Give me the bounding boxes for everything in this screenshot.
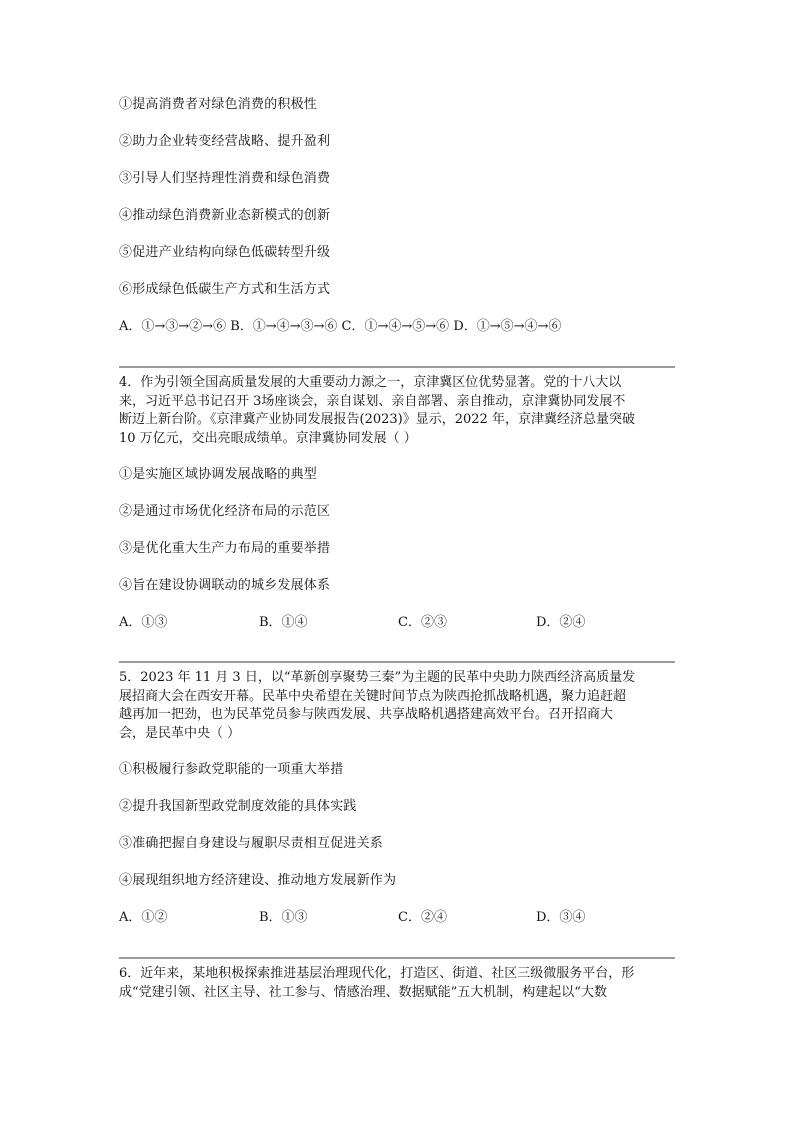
q4-options [119, 614, 675, 632]
q5-item-1: ①积极履行参政党职能的一项重大举措 [119, 762, 344, 777]
q4-item-4: ④旨在建设协调联动的城乡发展体系 [119, 578, 331, 593]
q4-stem-line-1: 4．作为引领全国高质量发展的大重要动力源之一，京津冀区位优势显著。党的十八大以 [119, 375, 622, 390]
q3-item-4: ④推动绿色消费新业态新模式的创新 [119, 208, 331, 223]
q4-stem-line-3: 断迈上新台阶。《京津冀产业协同发展报告(2023)》显示，2022 年，京津冀经济总量突破 [119, 412, 635, 427]
question-divider [119, 366, 675, 368]
q3-item-2: ②助力企业转变经营战略、提升盈利 [119, 134, 331, 149]
q5-option-a: A．①② [119, 910, 168, 925]
q4-stem-line-4: 10 万亿元，交出亮眼成绩单。京津冀协同发展（ ） [119, 430, 417, 446]
q5-option-d: D．③④ [536, 910, 586, 925]
q5-item-3: ③准确把握自身建设与履职尽责相互促进关系 [119, 836, 384, 851]
q5-options [119, 909, 675, 927]
q5-stem [119, 669, 675, 743]
q4-stem-line-2: 来，习近平总书记召开 3场座谈会，亲自谋划、亲自部署、亲自推动，京津冀协同发展不 [119, 393, 626, 409]
q5-option-b: B．①③ [259, 910, 308, 925]
question-divider [119, 957, 675, 959]
q4-item-2: ②是通过市场优化经济布局的示范区 [119, 504, 331, 519]
question-divider [119, 661, 675, 663]
q4-item-1: ①是实施区域协调发展战略的典型 [119, 467, 318, 482]
q4-item-3: ③是优化重大生产力布局的重要举措 [119, 541, 331, 556]
q5-stem-line-3: 越再加一把劲，也为民革党员参与陕西发展、共享战略机遇搭建高效平台。召开招商大 [119, 707, 614, 722]
q4-option-b: B．①④ [259, 615, 308, 630]
q3-item-1: ①提高消费者对绿色消费的积极性 [119, 97, 318, 112]
q4-option-d: D．②④ [536, 615, 586, 630]
q3-item-6: ⑥形成绿色低碳生产方式和生活方式 [119, 282, 331, 297]
q5-stem-line-4: 会，是民革中央（ ） [119, 725, 241, 741]
q3-options: A．①→③→②→⑥ B．①→④→③→⑥ C．①→④→⑤→⑥ D．①→⑤→④→⑥ [119, 319, 562, 334]
q5-stem-line-2: 展招商大会在西安开幕。民革中央希望在关键时间节点为陕西抢抓战略机遇，聚力追赶超 [119, 688, 627, 704]
q4-stem [119, 374, 675, 448]
q5-stem-line-1: 5．2023 年 11 月 3 日，以“革新创享聚势三秦”为主题的民革中央助力陕西经济高质量发 [119, 670, 636, 685]
q3-item-5: ⑤促进产业结构向绿色低碳转型升级 [119, 245, 331, 260]
q3-item-3: ③引导人们坚持理性消费和绿色消费 [119, 171, 331, 186]
q6-stem-line-2: 成“党建引领、社区主导、社工参与、情感治理、数据赋能”五大机制，构建起以“大数 [119, 984, 607, 1000]
q6-stem [119, 965, 675, 1002]
q5-item-4: ④展现组织地方经济建设、推动地方发展新作为 [119, 873, 397, 888]
q5-option-c: C．②④ [398, 910, 447, 925]
q4-option-a: A．①③ [119, 615, 168, 630]
q5-item-2: ②提升我国新型政党制度效能的具体实践 [119, 799, 357, 814]
q4-option-c: C．②③ [398, 615, 447, 630]
q6-stem-line-1: 6．近年来，某地积极探索推进基层治理现代化，打造区、街道、社区三级微服务平台，形 [119, 966, 635, 981]
